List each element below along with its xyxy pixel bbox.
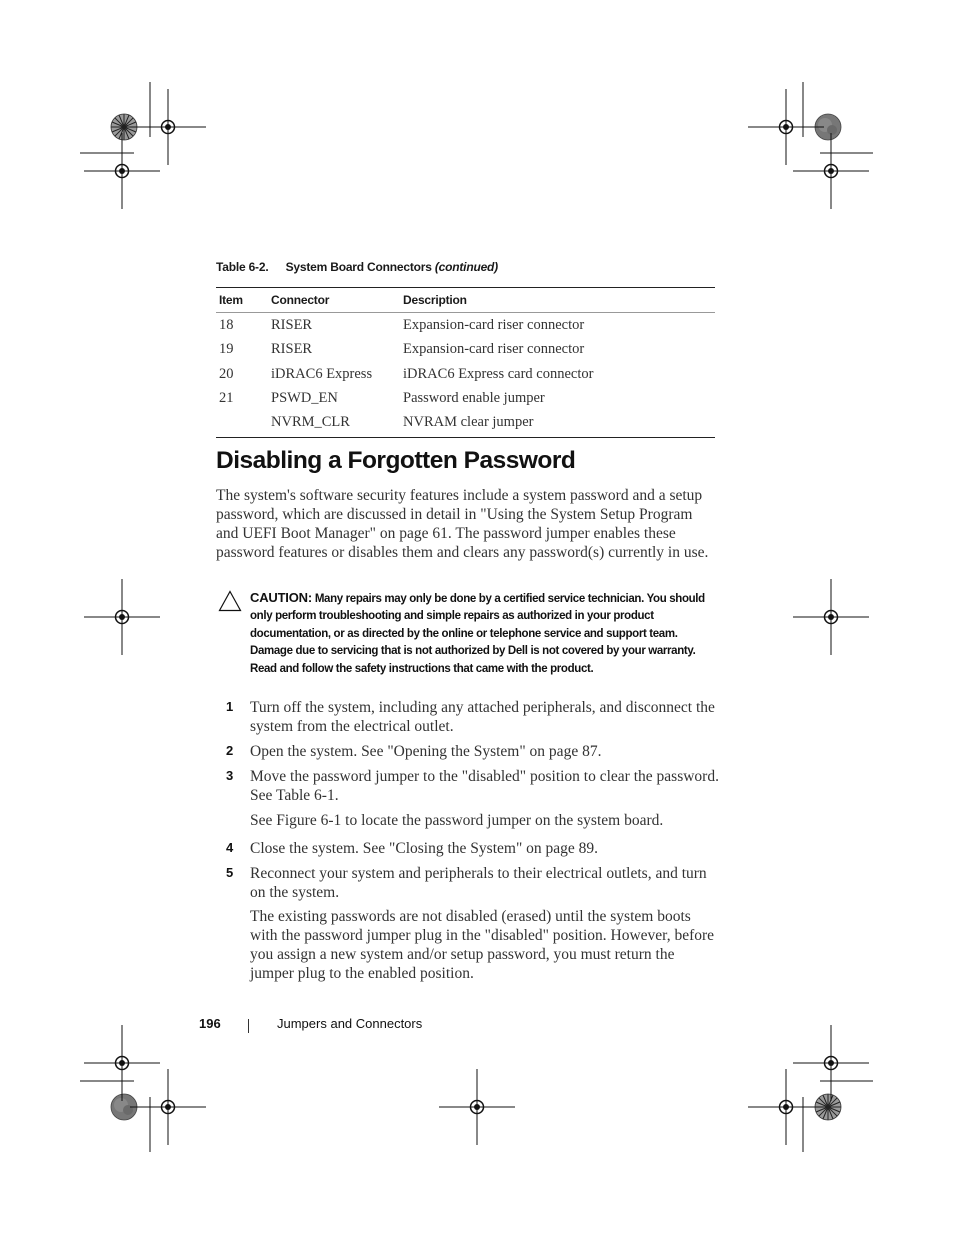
step-text: Close the system. See "Closing the System" on page 89. xyxy=(250,840,599,857)
step-number: 4 xyxy=(226,840,234,855)
cell-item: 18 xyxy=(219,316,234,333)
footer-section-title: Jumpers and Connectors xyxy=(277,1016,423,1031)
step-text: Move the password jumper to the "disabled" position to clear the password. See Table 6-1. xyxy=(250,768,719,804)
step-number: 2 xyxy=(226,743,234,758)
cell-item: 19 xyxy=(219,341,234,358)
intro-paragraph: The system's software security features include a system password and a setup password, which are discussed in detail in "Using the System Setup Program and UEFI Boot Manager" on page 61. The password jumper enables these password features or disables them and clears any password(s) currently in use. xyxy=(216,487,709,561)
table-row xyxy=(216,313,715,338)
step-text: Turn off the system, including any attached peripherals, and disconnect the system from the electrical outlet. xyxy=(250,699,715,735)
table-caption-continued: (continued) xyxy=(434,260,498,274)
table-caption-label: Table 6-2. xyxy=(216,260,269,274)
footer-divider xyxy=(248,1019,249,1033)
step-number: 3 xyxy=(226,768,234,783)
caution-note xyxy=(250,589,720,678)
caution-text: Many repairs may only be done by a certified service technician. You should only perform troubleshooting and simple repairs as authorized in your product documentation, or as directed by the online or telephone service and support team. Damage due to servicing that is not authorized by Dell is not covered by your warranty. Read and follow the safety instructions that came with the product. xyxy=(250,593,705,675)
table-caption xyxy=(216,260,498,274)
step-continuation-text: See Figure 6-1 to locate the password jumper on the system board. xyxy=(250,812,664,829)
table-row xyxy=(216,338,715,363)
cell-connector: RISER xyxy=(271,341,313,358)
table-caption-title: System Board Connectors xyxy=(285,260,432,274)
step-text: Reconnect your system and peripherals to their electrical outlets, and turn on the system. xyxy=(250,865,707,901)
page-number: 196 xyxy=(199,1016,221,1031)
cell-connector: iDRAC6 Express xyxy=(271,365,373,382)
table-row xyxy=(216,387,715,412)
cell-connector: NVRM_CLR xyxy=(271,414,350,430)
cell-item: 20 xyxy=(219,365,234,382)
connectors-table xyxy=(216,287,715,438)
caution-label: CAUTION: xyxy=(250,590,312,605)
table-row xyxy=(216,411,715,438)
step-text: Open the system. See "Opening the System" on page 87. xyxy=(250,743,602,760)
cell-item xyxy=(216,411,268,438)
table-row xyxy=(216,362,715,387)
cell-description: NVRAM clear jumper xyxy=(403,414,534,430)
step-continuation-text: The existing passwords are not disabled (erased) until the system boots with the password jumper plug in the "disabled" position. However, before you assign a new system and/or setup password, you must return the jumper plug to the enabled position. xyxy=(250,908,715,982)
step-number: 5 xyxy=(226,865,234,880)
column-header-item: Item xyxy=(216,288,268,313)
column-header-connector: Connector xyxy=(268,288,400,313)
table-header-row xyxy=(216,288,715,313)
cell-description: Expansion-card riser connector xyxy=(403,341,585,358)
caution-triangle-icon xyxy=(218,590,242,612)
step-number: 1 xyxy=(226,699,234,714)
cell-description: Password enable jumper xyxy=(403,390,545,407)
cell-description: iDRAC6 Express card connector xyxy=(403,365,594,382)
cell-item: 21 xyxy=(219,390,234,407)
cell-description: Expansion-card riser connector xyxy=(403,316,585,333)
column-header-description: Description xyxy=(400,288,715,313)
section-heading: Disabling a Forgotten Password xyxy=(216,447,576,474)
cell-connector: PSWD_EN xyxy=(271,390,338,407)
cell-connector: RISER xyxy=(271,316,313,333)
